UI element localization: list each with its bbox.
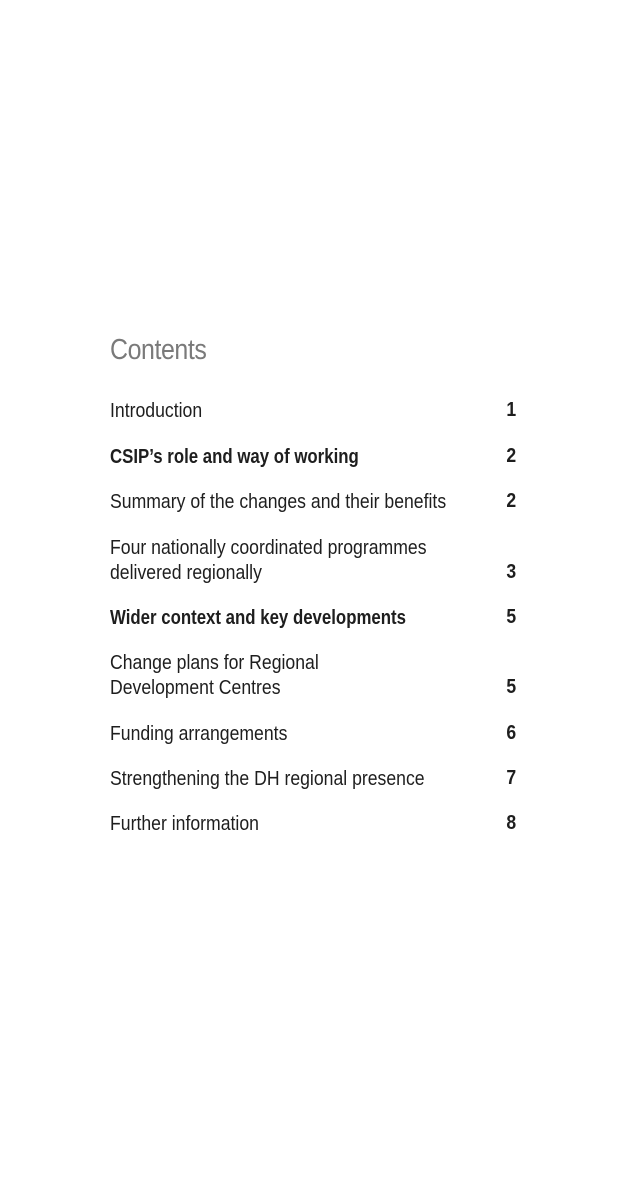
toc-entry-label: Further information bbox=[110, 812, 259, 835]
toc-entry-introduction[interactable] bbox=[110, 398, 518, 423]
toc-entry-further-information[interactable] bbox=[110, 811, 518, 836]
toc-entry-label: Strengthening the DH regional presence bbox=[110, 767, 425, 790]
toc-entry-page-number: 3 bbox=[506, 561, 516, 583]
table-of-contents bbox=[110, 0, 518, 1184]
toc-entry-wider-context[interactable] bbox=[110, 605, 518, 630]
toc-entry-change-plans[interactable] bbox=[110, 650, 518, 700]
toc-entry-page-number: 7 bbox=[506, 767, 516, 789]
toc-entry-page-number: 6 bbox=[506, 722, 516, 744]
toc-entry-page-number: 5 bbox=[506, 676, 516, 698]
toc-entry-page-number: 8 bbox=[506, 812, 516, 834]
toc-entry-label: CSIP’s role and way of working bbox=[110, 445, 359, 468]
toc-entry-page-number: 1 bbox=[506, 399, 516, 421]
page-title: Contents bbox=[110, 334, 207, 366]
toc-entry-dh-regional-presence[interactable] bbox=[110, 766, 518, 791]
toc-entry-page-number: 2 bbox=[506, 445, 516, 467]
toc-entry-label: Four nationally coordinated programmes delivered regionally bbox=[110, 536, 427, 584]
toc-entry-page-number: 5 bbox=[506, 606, 516, 628]
toc-entry-four-programmes[interactable] bbox=[110, 535, 518, 585]
toc-entry-label: Funding arrangements bbox=[110, 722, 288, 745]
toc-entry-csip-role[interactable] bbox=[110, 444, 518, 469]
toc-entry-label: Wider context and key developments bbox=[110, 606, 406, 629]
toc-entry-label: Introduction bbox=[110, 399, 203, 422]
toc-entry-summary-of-changes[interactable] bbox=[110, 489, 518, 514]
toc-entry-page-number: 2 bbox=[506, 490, 516, 512]
toc-entry-funding[interactable] bbox=[110, 721, 518, 746]
toc-entry-label: Summary of the changes and their benefits bbox=[110, 490, 447, 513]
toc-entry-label: Change plans for Regional Development Centres bbox=[110, 651, 319, 699]
